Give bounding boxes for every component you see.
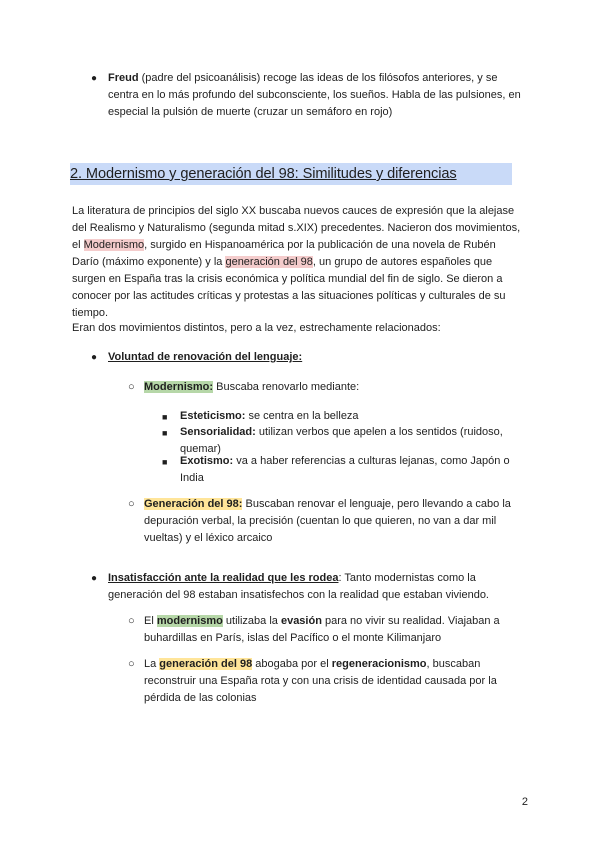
relation-paragraph: Eran dos movimientos distintos, pero a la vez, estrechamente relacionados: xyxy=(72,322,441,334)
bullet-dot: ● xyxy=(91,573,98,584)
square-bullet: ■ xyxy=(162,428,168,438)
generacion-highlight: generación del 98 xyxy=(225,256,313,268)
sensorialidad-item: Sensorialidad: utilizan verbos que apelen a los sentidos (ruidoso, quemar) xyxy=(180,426,503,455)
modernismo-text: Buscaba renovarlo mediante: xyxy=(213,381,360,393)
modernismo-highlight-2: modernismo xyxy=(156,615,223,627)
circle-bullet: ○ xyxy=(128,615,135,627)
modernismo-item xyxy=(144,379,524,396)
intro-text-1: La literatura de principios del siglo XX buscaba nuevos cauces de expresión que la alejase del Realismo y Naturalismo (segunda mitad s.XIX) precedentes. Nacieron dos movimientos, el xyxy=(72,205,521,251)
circle-bullet: ○ xyxy=(128,498,135,510)
intro-paragraph xyxy=(72,203,522,322)
freud-paragraph xyxy=(108,70,528,121)
square-bullet: ■ xyxy=(162,412,168,422)
bullet-dot: ● xyxy=(91,352,98,363)
circle-bullet: ○ xyxy=(128,381,135,393)
evasion-item: El modernismo utilizaba la evasión para no vivir su realidad. Viajaban a buhardillas en París, islas del Pacífico o el monte Kilimanjaro xyxy=(144,615,500,644)
insatisfaccion-title: Insatisfacción ante la realidad que les rodea xyxy=(108,572,339,584)
freud-name: Freud xyxy=(108,72,139,84)
intro-text-3: , un grupo de autores españoles que surgen en España tras la crisis económica y política mundial del fin de siglo. Se dieron a conocer por las actitudes críticas y protestas a las situaciones políticas y culturales de su tiempo. xyxy=(72,256,506,319)
generacion-item xyxy=(144,496,529,547)
generacion-label: Generación del 98: xyxy=(144,498,243,510)
insatisfaccion-paragraph xyxy=(108,570,528,604)
exotismo-item: Exotismo: va a haber referencias a culturas lejanas, como Japón o India xyxy=(180,455,510,484)
square-bullet: ■ xyxy=(162,457,168,467)
modernismo-highlight: Modernismo xyxy=(83,239,145,251)
insatisfaccion-text: : Tanto modernistas como la generación del 98 estaban insatisfechos con la realidad que estaban viviendo. xyxy=(108,572,489,601)
renovacion-title: Voluntad de renovación del lenguaje: xyxy=(108,351,303,363)
generacion-text: Buscaban renovar el lenguaje, pero llevando a cabo la depuración verbal, la precisión (cuentan lo que quieren, no van a dar mil vueltas) y el léxico arcaico xyxy=(144,498,511,544)
freud-text: (padre del psicoanálisis) recoge las ideas de los filósofos anteriores, y se centra en lo más profundo del subconsciente, los sueños. Habla de las pulsiones, en especial la pulsión de muerte (cruzar un semáforo en rojo) xyxy=(108,72,521,118)
modernismo-label: Modernismo: xyxy=(144,381,214,393)
page-number: 2 xyxy=(521,796,528,808)
circle-bullet: ○ xyxy=(128,658,135,670)
esteticismo-item: Esteticismo: se centra en la belleza xyxy=(180,410,359,422)
bullet-dot: ● xyxy=(91,73,98,84)
regeneracionismo-item: La generación del 98 abogaba por el regeneracionismo, buscaban reconstruir una España rota y con una crisis de identidad causada por la pérdida de las colonias xyxy=(144,658,497,704)
generacion-highlight-2: generación del 98 xyxy=(159,658,253,670)
section-heading: 2. Modernismo y generación del 98: Similitudes y diferencias xyxy=(70,163,512,185)
intro-text-2: , surgido en Hispanoamérica por la publicación de una novela de Rubén Darío (máximo exponente) y la xyxy=(72,239,496,268)
